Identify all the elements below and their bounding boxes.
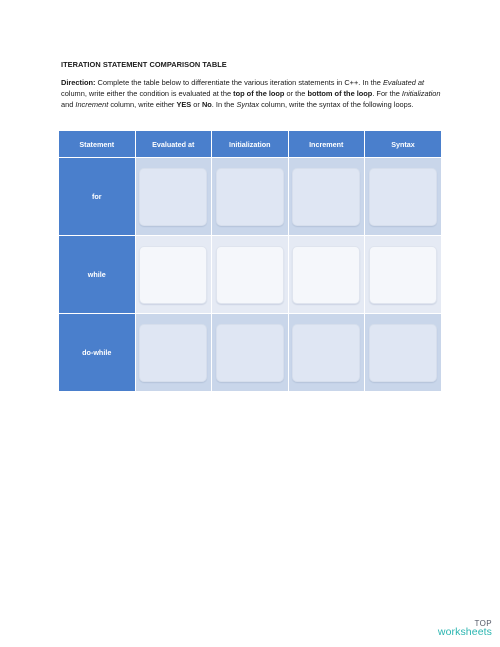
cell-container xyxy=(365,314,442,392)
comparison-table xyxy=(59,131,441,392)
row-label-do-while: do-while xyxy=(59,314,135,392)
table-header-row xyxy=(59,131,441,158)
answer-box-while-syntax[interactable] xyxy=(369,246,437,304)
row-label-for: for xyxy=(59,158,135,236)
cell-container xyxy=(365,236,442,314)
cell-container xyxy=(288,314,365,392)
direction-part: . In the xyxy=(211,100,237,110)
answer-box-for-evaluated-at[interactable] xyxy=(139,168,207,226)
answer-box-for-initialization[interactable] xyxy=(216,168,284,226)
header-statement: Statement xyxy=(59,131,135,158)
row-label-while: while xyxy=(59,236,135,314)
direction-label: Direction: xyxy=(61,78,96,87)
direction-emph: Initialization xyxy=(401,89,441,99)
header-increment: Increment xyxy=(288,131,365,158)
logo-brand-text: worksheets xyxy=(437,626,492,638)
cell-container xyxy=(135,236,212,314)
direction-text xyxy=(61,77,445,111)
direction-strong: YES xyxy=(176,100,192,110)
answer-box-do-while-evaluated-at[interactable] xyxy=(139,324,207,382)
cell-container xyxy=(212,158,289,236)
answer-box-do-while-initialization[interactable] xyxy=(216,324,284,382)
header-syntax: Syntax xyxy=(365,131,442,158)
logo-top-text: TOP xyxy=(474,619,492,628)
answer-box-while-increment[interactable] xyxy=(292,246,360,304)
table-row xyxy=(59,158,441,236)
direction-part: and xyxy=(61,100,76,110)
direction-part: or the xyxy=(284,89,308,99)
direction-part: . For the xyxy=(372,89,402,99)
direction-strong: bottom of the loop xyxy=(307,89,373,99)
page-title: ITERATION STATEMENT COMPARISON TABLE xyxy=(61,60,227,69)
direction-part: column, write the syntax of the following loops. xyxy=(259,100,414,110)
header-evaluated-at: Evaluated at xyxy=(135,131,212,158)
direction-strong: No xyxy=(201,100,212,110)
direction-emph: Evaluated at xyxy=(382,78,425,87)
answer-box-do-while-increment[interactable] xyxy=(292,324,360,382)
direction-part: column, write either xyxy=(108,100,177,110)
direction-emph: Increment xyxy=(75,100,109,110)
direction-part: column, write either the condition is evaluated at the xyxy=(61,89,234,99)
cell-container xyxy=(135,158,212,236)
cell-container xyxy=(288,158,365,236)
cell-container xyxy=(212,314,289,392)
cell-container xyxy=(288,236,365,314)
table-row xyxy=(59,236,441,314)
topworksheets-logo xyxy=(438,619,492,637)
direction-emph: Syntax xyxy=(236,100,260,110)
direction-part: or xyxy=(191,100,202,110)
answer-box-for-increment[interactable] xyxy=(292,168,360,226)
direction-strong: top of the loop xyxy=(233,89,285,99)
cell-container xyxy=(212,236,289,314)
answer-box-for-syntax[interactable] xyxy=(369,168,437,226)
direction-part: Complete the table below to differentiate the various iteration statements in C++. In the xyxy=(95,78,383,87)
answer-box-while-evaluated-at[interactable] xyxy=(139,246,207,304)
cell-container xyxy=(365,158,442,236)
table-row xyxy=(59,314,441,392)
header-initialization: Initialization xyxy=(212,131,289,158)
answer-box-do-while-syntax[interactable] xyxy=(369,324,437,382)
answer-box-while-initialization[interactable] xyxy=(216,246,284,304)
cell-container xyxy=(135,314,212,392)
